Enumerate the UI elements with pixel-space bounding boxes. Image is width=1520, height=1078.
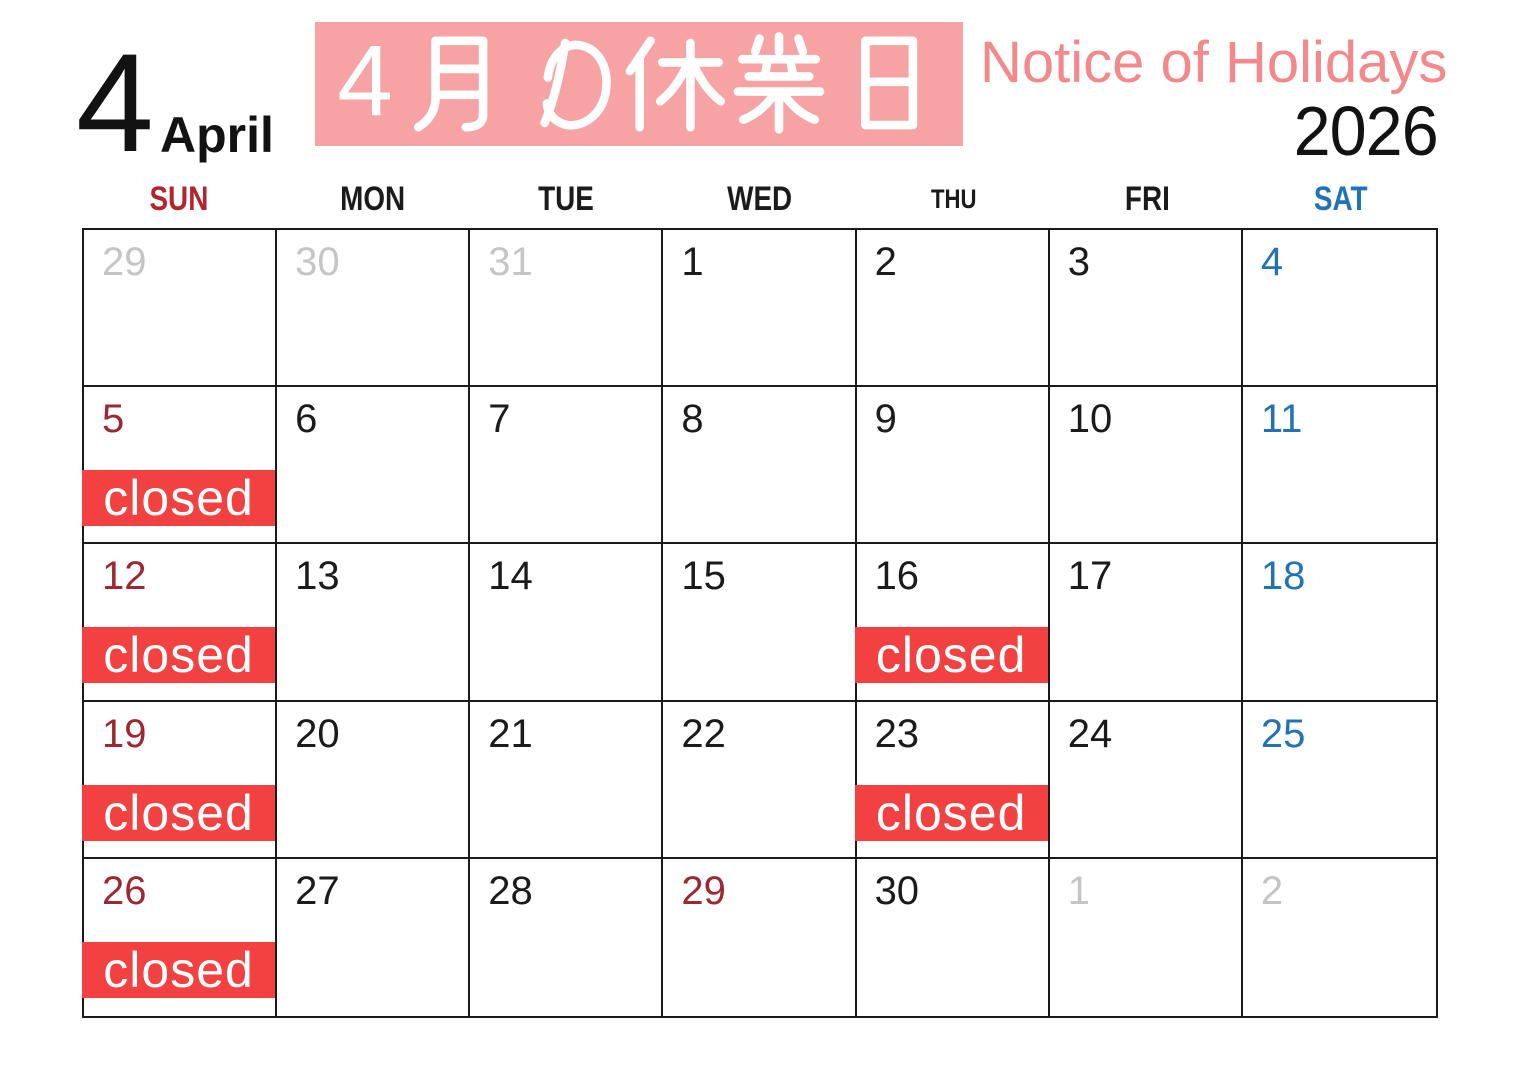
day-number: 2 xyxy=(874,240,897,284)
calendar-cell xyxy=(84,544,277,701)
calendar-cell xyxy=(1050,544,1243,701)
day-number: 23 xyxy=(874,711,920,756)
calendar-cell xyxy=(663,702,856,859)
day-number: 9 xyxy=(874,397,897,442)
closed-badge: closed xyxy=(855,627,1048,683)
closed-badge: closed xyxy=(82,470,275,526)
calendar-cell xyxy=(277,859,470,1016)
calendar-cell xyxy=(1243,544,1436,701)
banner-title xyxy=(315,22,963,146)
calendar-cell xyxy=(84,859,277,1016)
calendar-cell xyxy=(663,387,856,544)
calendar-cell xyxy=(277,702,470,859)
calendar-cell xyxy=(1243,387,1436,544)
weekday-label-thu: THU xyxy=(930,184,977,214)
day-number: 19 xyxy=(102,711,147,756)
day-number: 30 xyxy=(874,868,920,913)
calendar-cell xyxy=(857,387,1050,544)
calendar-grid xyxy=(82,228,1438,1018)
day-number: 20 xyxy=(295,711,340,756)
calendar-cell xyxy=(663,230,856,387)
calendar-cell xyxy=(277,544,470,701)
month-name: April xyxy=(160,107,274,163)
day-number: 14 xyxy=(488,554,533,599)
calendar-cell xyxy=(470,544,663,701)
weekday-label-fri: FRI xyxy=(1124,180,1170,218)
calendar-cell xyxy=(84,702,277,859)
calendar-cell xyxy=(857,230,1050,387)
calendar-cell xyxy=(84,230,277,387)
day-number: 10 xyxy=(1067,397,1113,442)
day-number: 21 xyxy=(488,711,533,756)
closed-badge: closed xyxy=(82,627,275,683)
day-number: 1 xyxy=(681,240,704,284)
day-number: 22 xyxy=(681,711,726,756)
day-number: 15 xyxy=(681,554,726,599)
weekday-header xyxy=(82,182,1438,223)
calendar-cell xyxy=(857,544,1050,701)
calendar-cell xyxy=(1243,702,1436,859)
day-number: 31 xyxy=(488,240,533,284)
calendar-cell xyxy=(277,230,470,387)
closed-badge: closed xyxy=(855,785,1048,841)
day-number: 28 xyxy=(488,868,533,913)
closed-badge: closed xyxy=(82,785,275,841)
calendar-cell xyxy=(1243,859,1436,1016)
day-number: 2 xyxy=(1260,868,1284,913)
weekday-label-sat: SAT xyxy=(1314,180,1368,218)
day-number: 12 xyxy=(102,554,147,599)
calendar-cell xyxy=(663,544,856,701)
day-number: 13 xyxy=(295,554,340,599)
calendar-cell xyxy=(1050,230,1243,387)
year-label: 2026 xyxy=(1293,92,1438,170)
calendar-cell xyxy=(857,702,1050,859)
notice-title: Notice of Holidays xyxy=(980,30,1448,95)
day-number: 8 xyxy=(681,397,704,442)
calendar-cell xyxy=(857,859,1050,1016)
calendar-cell xyxy=(1243,230,1436,387)
day-number: 29 xyxy=(681,868,726,913)
day-number: 4 xyxy=(1260,240,1284,284)
day-number: 11 xyxy=(1260,397,1303,442)
calendar-cell xyxy=(1050,702,1243,859)
day-number: 6 xyxy=(295,397,318,442)
day-number: 27 xyxy=(295,868,340,913)
calendar-cell xyxy=(470,230,663,387)
day-number: 3 xyxy=(1067,240,1090,284)
weekday-label-tue: TUE xyxy=(538,180,595,218)
calendar-cell xyxy=(470,702,663,859)
day-number: 7 xyxy=(488,397,511,442)
calendar-cell xyxy=(1050,387,1243,544)
calendar-cell xyxy=(1050,859,1243,1016)
day-number: 29 xyxy=(102,240,147,284)
calendar-cell xyxy=(470,859,663,1016)
day-number: 25 xyxy=(1260,711,1306,756)
day-number: 26 xyxy=(102,868,147,913)
banner-kanji-art xyxy=(401,30,941,138)
day-number: 30 xyxy=(295,240,340,284)
day-number: 5 xyxy=(102,397,125,442)
day-number: 18 xyxy=(1260,554,1306,599)
weekday-label-sun: SUN xyxy=(149,180,209,218)
calendar-cell xyxy=(277,387,470,544)
calendar-cell xyxy=(84,387,277,544)
banner-month-digit: 4 xyxy=(337,25,393,137)
calendar-cell xyxy=(663,859,856,1016)
day-number: 1 xyxy=(1067,868,1090,913)
calendar-cell xyxy=(470,387,663,544)
day-number: 17 xyxy=(1067,554,1113,599)
closed-badge: closed xyxy=(82,942,275,998)
weekday-label-wed: WED xyxy=(727,180,793,218)
weekday-label-mon: MON xyxy=(340,180,406,218)
day-number: 24 xyxy=(1067,711,1113,756)
month-number: 4 xyxy=(76,24,152,181)
day-number: 16 xyxy=(874,554,920,599)
